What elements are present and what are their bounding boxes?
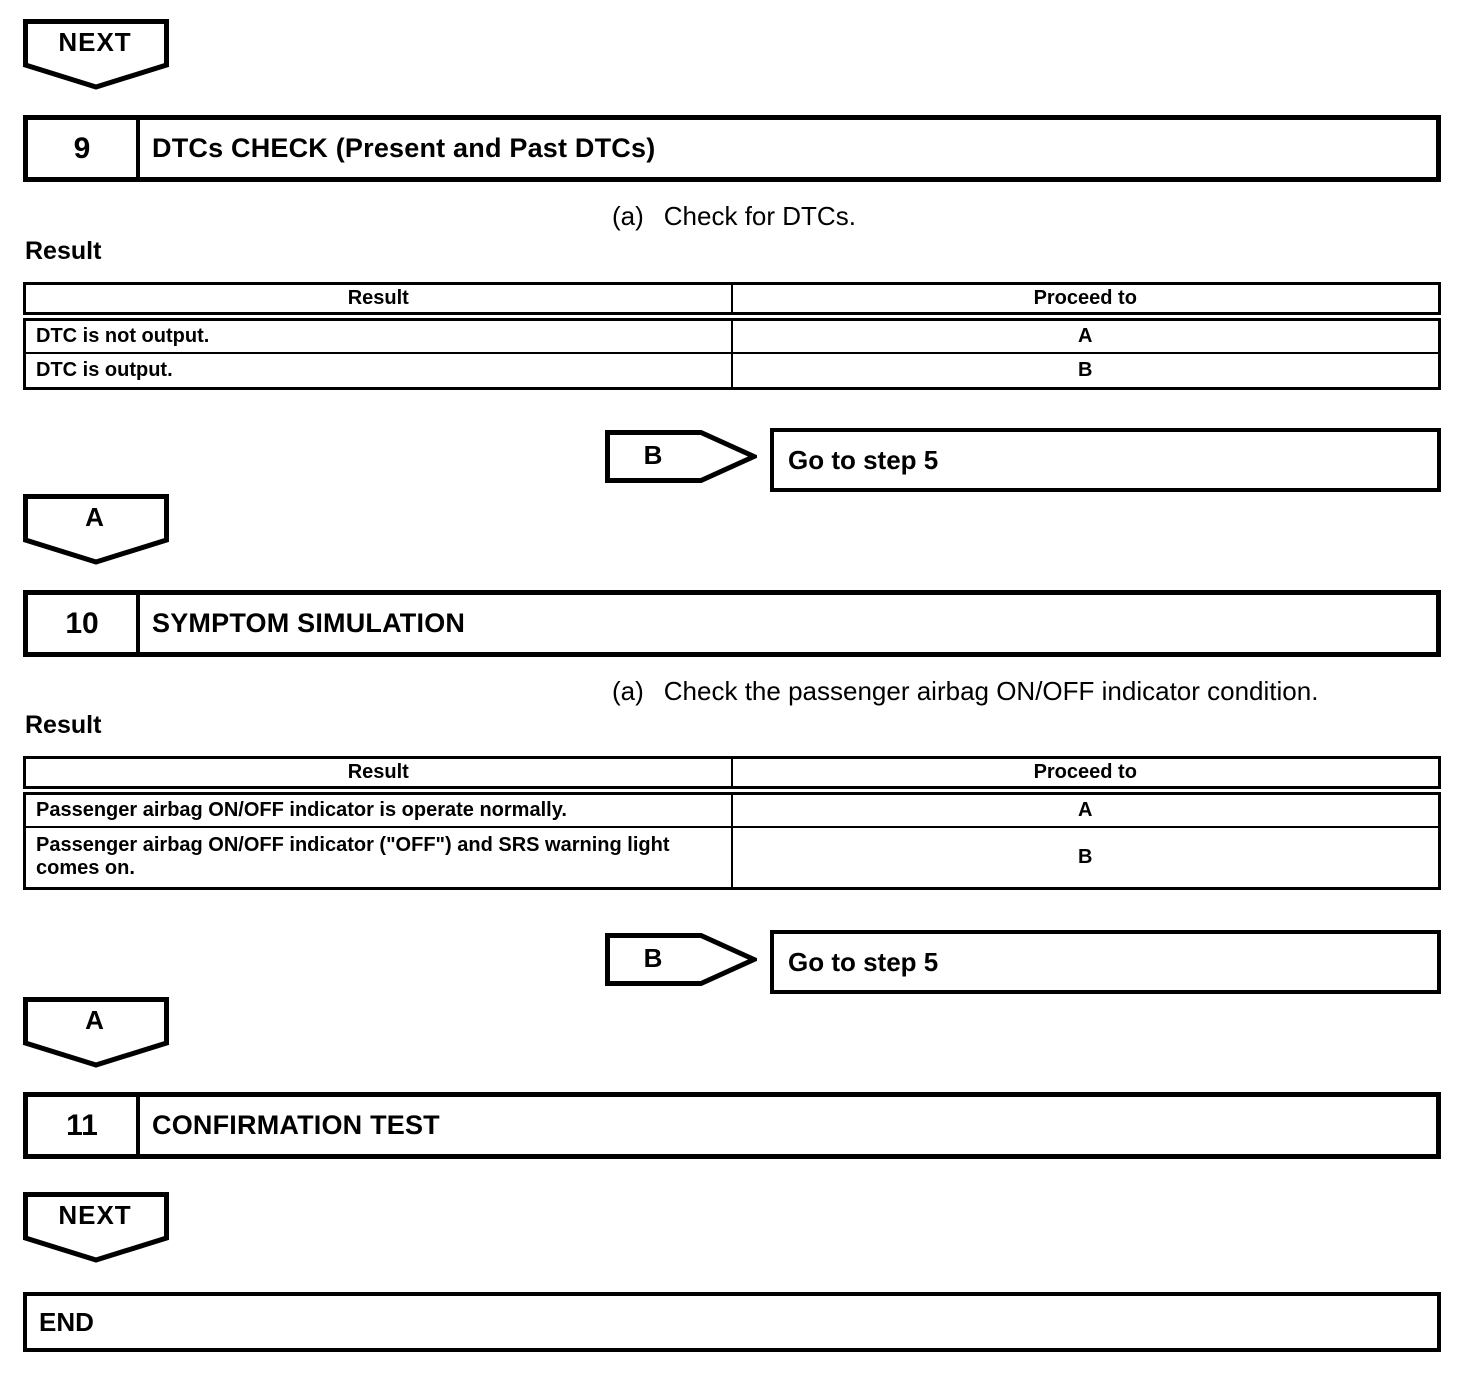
step10-branch-action: Go to step 5 xyxy=(770,930,1441,994)
end-box: END xyxy=(23,1292,1441,1352)
step9-number: 9 xyxy=(28,120,140,177)
step10-row2-result: Passenger airbag ON/OFF indicator ("OFF") and SRS warning light comes on. xyxy=(25,827,732,889)
table-row xyxy=(25,791,1440,827)
a-connector-after-step10-label: A xyxy=(85,1005,105,1035)
a-connector-after-step10 xyxy=(23,997,171,1069)
step10-item-label: (a) xyxy=(612,676,644,706)
step9-result-table xyxy=(23,282,1441,390)
step9-header xyxy=(23,115,1441,182)
step10-number: 10 xyxy=(28,595,140,652)
next-connector-bottom xyxy=(23,1192,171,1264)
step10-branch-label: B xyxy=(643,943,663,973)
step10-row1-result: Passenger airbag ON/OFF indicator is operate normally. xyxy=(25,791,732,827)
step9-branch-label: B xyxy=(643,440,663,470)
step11-header xyxy=(23,1092,1441,1159)
step10-header xyxy=(23,590,1441,657)
step10-table-col2-header: Proceed to xyxy=(732,758,1440,791)
table-header-row xyxy=(25,284,1440,317)
step9-item-text: Check for DTCs. xyxy=(663,201,856,231)
table-header-row xyxy=(25,758,1440,791)
step10-row2-proceed: B xyxy=(732,827,1440,889)
step10-row1-proceed: A xyxy=(732,791,1440,827)
step9-row1-result: DTC is not output. xyxy=(25,317,732,353)
step9-title: DTCs CHECK (Present and Past DTCs) xyxy=(152,133,656,163)
step9-table-col2-header: Proceed to xyxy=(732,284,1440,317)
step10-instruction xyxy=(612,676,1318,707)
step10-branch-arrow xyxy=(605,933,757,986)
step9-instruction xyxy=(612,201,856,232)
step10-result-table xyxy=(23,756,1441,890)
step9-table-col1-header: Result xyxy=(25,284,732,317)
step11-title: CONFIRMATION TEST xyxy=(152,1110,440,1140)
table-row xyxy=(25,317,1440,353)
step9-row2-result: DTC is output. xyxy=(25,353,732,389)
step10-table-col1-header: Result xyxy=(25,758,732,791)
step9-branch-arrow xyxy=(605,430,757,483)
next-connector-top-label: NEXT xyxy=(58,27,132,57)
step9-item-label: (a) xyxy=(612,201,644,231)
step10-item-text: Check the passenger airbag ON/OFF indicator condition. xyxy=(663,676,1319,706)
step9-branch-action: Go to step 5 xyxy=(770,428,1441,492)
step9-result-heading: Result xyxy=(25,237,102,265)
step11-number: 11 xyxy=(28,1097,140,1154)
a-connector-after-step9-label: A xyxy=(85,502,105,532)
step10-result-heading: Result xyxy=(25,711,102,739)
step9-row1-proceed: A xyxy=(732,317,1440,353)
next-connector-top xyxy=(23,19,171,91)
table-row xyxy=(25,353,1440,389)
step10-title: SYMPTOM SIMULATION xyxy=(152,608,466,638)
table-row xyxy=(25,827,1440,889)
step9-row2-proceed: B xyxy=(732,353,1440,389)
next-connector-bottom-label: NEXT xyxy=(58,1200,132,1230)
a-connector-after-step9 xyxy=(23,494,171,566)
